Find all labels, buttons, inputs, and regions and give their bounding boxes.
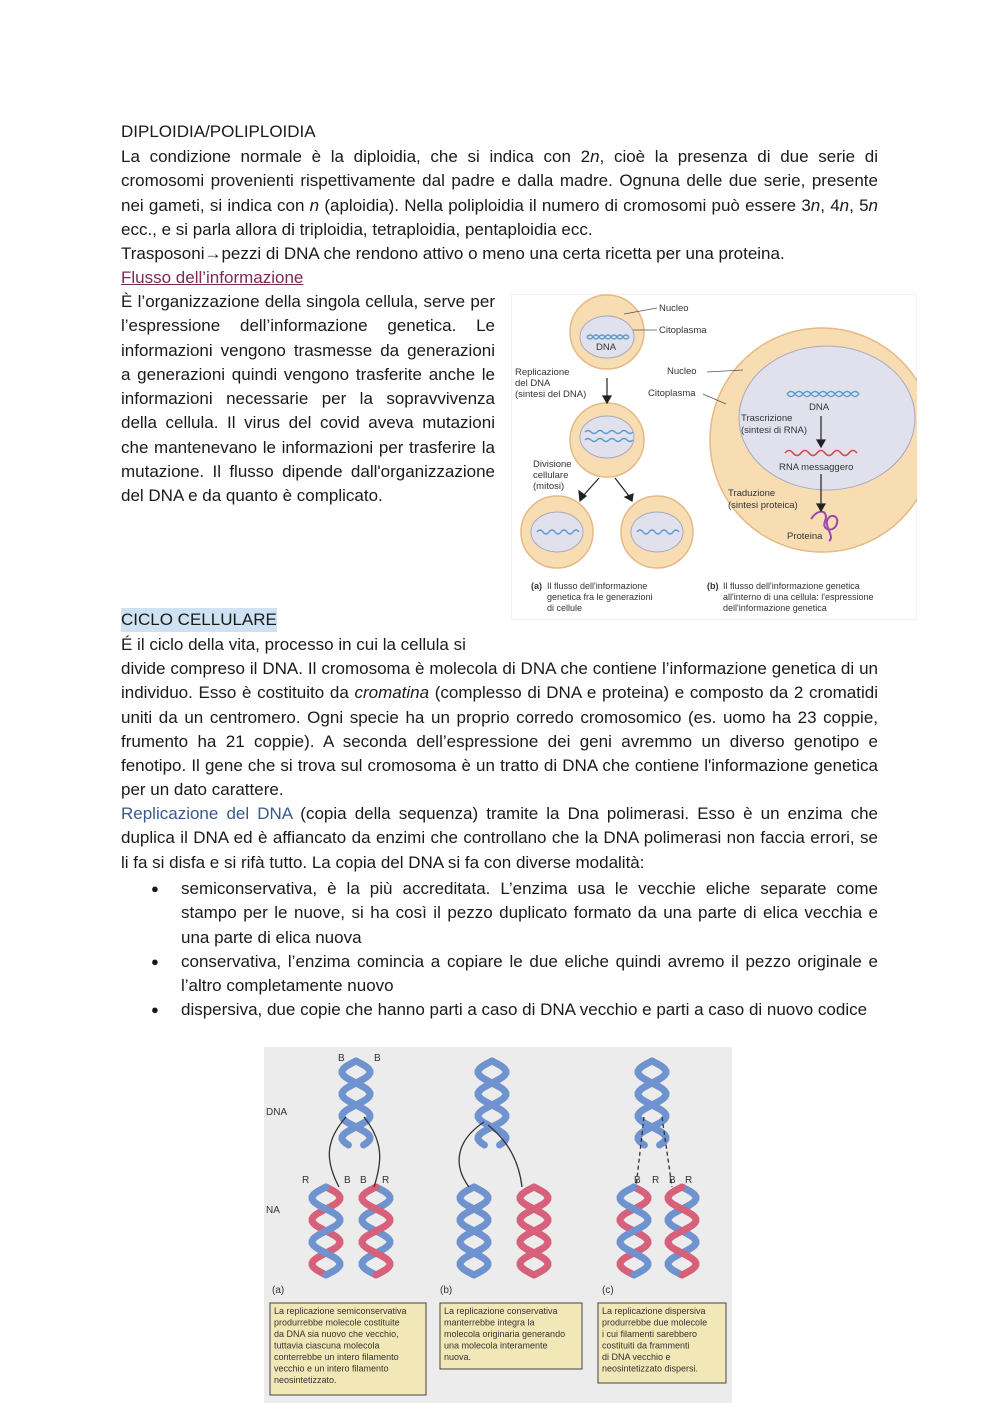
list-item: ● dispersiva, due copie che hanno parti a caso di DNA vecchio e parti a caso di nuovo codice — [151, 998, 878, 1022]
section-title-ciclo: CICLO CELLULARE — [121, 608, 277, 632]
caption-line: di DNA vecchio e — [602, 1352, 671, 1362]
caption-b-3: dell'informazione genetica — [723, 603, 827, 613]
caption-a-2: genetica fra le generazioni — [547, 592, 653, 602]
caption-a-letter: (a) — [531, 581, 542, 591]
caption-line: tuttavia ciascuna molecola — [274, 1340, 380, 1351]
label-divisione-2: cellulare — [533, 470, 569, 481]
list-item: ● semiconservativa, è la più accreditata. L’enzima usa le vecchie eliche separate come stampo per le nuove, si ha così il pezzo duplicato formato da una parte di elica vecchia e una parte di elica nuova — [151, 877, 878, 950]
label-b: B — [360, 1175, 367, 1186]
caption-line: molecola originaria generando — [444, 1329, 566, 1339]
label-c: (c) — [602, 1285, 614, 1296]
label-dna-1: DNA — [596, 342, 617, 353]
caption-line: da DNA sia nuovo che vecchio, — [274, 1329, 399, 1339]
label-dna-2: DNA — [809, 402, 830, 413]
caption-line: La replicazione conservativa — [444, 1306, 558, 1316]
caption-b-1: Il flusso dell'informazione genetica — [723, 581, 860, 591]
label-proteina: Proteina — [787, 531, 823, 542]
caption-line: conterrebbe un intero filamento — [274, 1352, 399, 1362]
label-b: B — [634, 1175, 641, 1186]
section-title-diploidia: DIPLOIDIA/POLIPLOIDIA — [121, 122, 316, 141]
replicazione-link[interactable]: Replicazione del DNA — [121, 804, 293, 823]
label-b: B — [669, 1175, 676, 1186]
label-a: (a) — [272, 1285, 285, 1296]
caption-b-2: all'interno di una cellula: l'espressione — [723, 592, 874, 602]
label-dna-side: DNA — [266, 1107, 288, 1118]
caption-line: neosintetizzato. — [274, 1375, 337, 1385]
label-b: B — [338, 1053, 345, 1064]
paragraph-diploidia: La condizione normale è la diploidia, che si indica con 2n, cioè la presenza di due serie di cromosomi provenienti rispettivamente dal padre e dalla madre. Ognuna delle due serie, presente nei gameti, si indica con n (aploidia). Nella poliploidia il numero di cromosomi può essere 3n, 4n, 5n ecc., e si parla allora di triploidia, tetraploidia, pentaploidia ecc. — [121, 147, 879, 239]
label-b: B — [344, 1175, 351, 1186]
caption-line: vecchio e un intero filamento — [274, 1363, 389, 1374]
label-traduzione-1: Traduzione — [728, 488, 776, 499]
label-trascrizione-2: (sintesi di RNA) — [741, 425, 807, 436]
caption-line: neosintetizzato dispersi. — [602, 1363, 699, 1374]
caption-b-letter: (b) — [707, 581, 719, 591]
caption-line: La replicazione dispersiva — [602, 1306, 706, 1316]
trasposoni-line: Trasposoni→pezzi di DNA che rendono attivo o meno una certa ricetta per una proteina. — [121, 244, 785, 263]
label-citoplasma-1: Citoplasma — [659, 325, 707, 336]
paragraph-replicazione: Replicazione del DNA (copia della sequenza) tramite la Dna polimerasi. Esso è un enzima che duplica il DNA ed è affiancato da enzimi che controllano che la DNA polimerasi non faccia errori, se li fa si disfa e si rifà tutto. La copia del DNA si fa con diverse modalità: — [121, 804, 878, 872]
label-nucleo-1: Nucleo — [659, 303, 689, 314]
label-r: R — [685, 1175, 693, 1186]
label-na-side: NA — [266, 1205, 280, 1216]
label-r: R — [652, 1175, 660, 1186]
label-b: B — [374, 1053, 381, 1064]
ciclo-first-line: É il ciclo della vita, processo in cui la cellula si — [121, 635, 466, 654]
figure-replication-models — [264, 1047, 732, 1403]
paragraph-flusso: È l’organizzazione della singola cellula, serve per l’espressione dell’informazione genetica. Le informazioni vengono trasmesse da generazioni a generazioni quindi vengono trasferite anche le informazioni necessarie per la sopravvivenza della cellula. Il virus del covid aveva mutazioni che mantenevano le informazioni per trasferire la mutazione. Il flusso dipende dall'organizzazione del DNA e da quanto è complicato. — [121, 292, 495, 506]
label-citoplasma-2: Citoplasma — [648, 388, 696, 399]
label-nucleo-2: Nucleo — [667, 366, 697, 377]
caption-line: nuova. — [444, 1352, 472, 1362]
label-traduzione-2: (sintesi proteica) — [728, 500, 798, 511]
figure-information-flow — [511, 294, 917, 620]
label-b-letter: (b) — [440, 1285, 453, 1296]
caption-line: una molecola interamente — [444, 1340, 548, 1351]
label-replicazione-3: (sintesi del DNA) — [515, 389, 587, 400]
caption-a-1: Il flusso dell'informazione — [547, 581, 648, 591]
caption-line: La replicazione semiconservativa — [274, 1306, 407, 1316]
label-r: R — [302, 1175, 310, 1186]
caption-line: manterrebbe integra la — [444, 1317, 535, 1328]
label-replicazione-1: Replicazione — [515, 367, 570, 378]
paragraph-ciclo: divide compreso il DNA. Il cromosoma è molecola di DNA che contiene l’informazione genetica di un individuo. Esso è costituito da cromatina (complesso di DNA e proteina) e composto da 2 cromatidi uniti da un centromero. Ogni specie ha un proprio corredo cromosomico (es. uomo ha 23 coppie, frumento ha 21 coppie). A seconda dell’espressione dei geni avremmo un diverso genotipo e fenotipo. Il gene che si trova sul cromosoma è un tratto di DNA che contiene l'informazione genetica per un dato carattere. — [121, 659, 878, 800]
label-rna: RNA messaggero — [779, 462, 854, 473]
caption-line: costituiti da frammenti — [602, 1340, 690, 1351]
label-trascrizione-1: Trascrizione — [741, 413, 793, 424]
flusso-link[interactable]: Flusso dell’informazione — [121, 268, 304, 287]
caption-a-3: di cellule — [547, 603, 583, 613]
replication-modes-list — [151, 877, 878, 1023]
list-item: ● conservativa, l’enzima comincia a copiare le due eliche quindi avremo il pezzo originale e l’altro completamente nuovo — [151, 950, 878, 999]
label-r: R — [382, 1175, 390, 1186]
label-replicazione-2: del DNA — [515, 378, 551, 389]
caption-line: produrrebbe due molecole — [602, 1317, 708, 1328]
label-divisione-3: (mitosi) — [533, 481, 565, 492]
caption-line: i cui filamenti sarebbero — [602, 1329, 698, 1339]
label-divisione-1: Divisione — [533, 459, 572, 470]
caption-line: produrrebbe molecole costituite — [274, 1317, 400, 1328]
